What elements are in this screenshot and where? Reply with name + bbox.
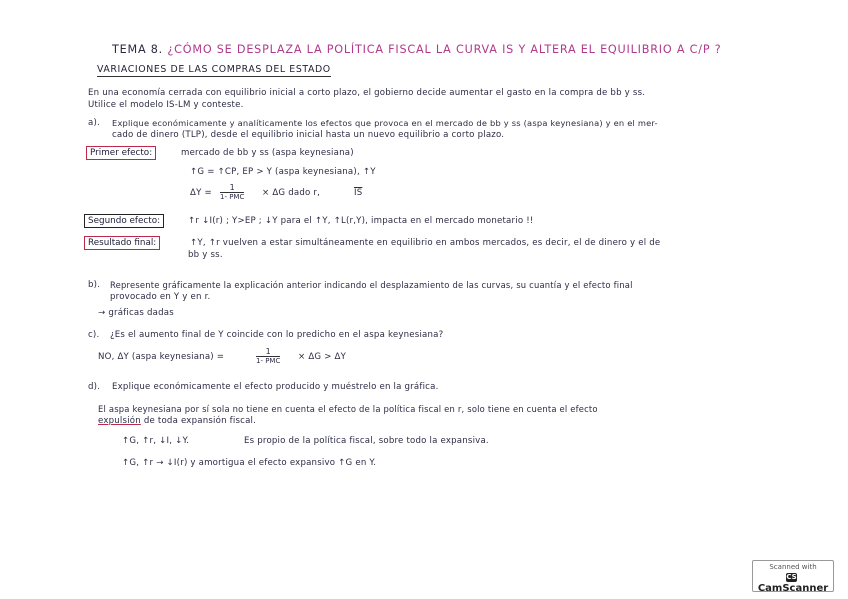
fraction-numerator: 1: [256, 347, 280, 357]
section-subtitle: VARIACIONES DE LAS COMPRAS DEL ESTADO: [97, 64, 331, 75]
title-question: ¿CÓMO SE DESPLAZA LA POLÍTICA FISCAL LA CURVA IS Y ALTERA EL EQUILIBRIO A C/P ?: [167, 43, 722, 56]
part-a-line-2: cado de dinero (TLP), desde el equilibrio inicial hasta un nuevo equilibrio a corto plazo.: [112, 130, 505, 140]
primer-efecto-fraction: [220, 183, 244, 201]
part-d-eq2: ↑G, ↑r → ↓I(r) y amortigua el efecto expansivo ↑G en Y.: [122, 458, 377, 468]
intro-line-2: Utilice el modelo IS-LM y conteste.: [88, 100, 244, 110]
part-b-line-1: Represente gráficamente la explicación anterior indicando el desplazamiento de las curvas, su cuantía y el efecto final: [110, 280, 633, 290]
page-title: [112, 43, 722, 56]
intro-line-1: En una economía cerrada con equilibrio inicial a corto plazo, el gobierno decide aumentar el gasto en la compra de bb y ss.: [88, 88, 646, 98]
part-c-question: ¿Es el aumento final de Y coincide con lo predicho en el aspa keynesiana?: [110, 330, 444, 340]
part-d-label: d).: [88, 382, 101, 392]
part-d-question: Explique económicamente el efecto producido y muéstrelo en la gráfica.: [112, 382, 439, 392]
part-d-eq1-note: Es propio de la política fiscal, sobre todo la expansiva.: [244, 436, 489, 446]
part-d-line-1: El aspa keynesiana por sí sola no tiene en cuenta el efecto de la política fiscal en r, solo tiene en cuenta el efecto: [98, 404, 598, 414]
primer-efecto-eq2-right: × ΔG dado r,: [262, 188, 321, 198]
part-b-line-2: provocado en Y y en r.: [110, 292, 211, 302]
part-b-note: → gráficas dadas: [98, 308, 174, 318]
resultado-final-label: Resultado final:: [84, 236, 160, 250]
camscanner-logo-icon: CS: [786, 572, 797, 581]
resultado-final-line-1: ↑Y, ↑r vuelven a estar simultáneamente en equilibrio en ambos mercados, es decir, el de dinero y el de: [190, 238, 661, 248]
fraction-denominator: 1- PMC: [220, 193, 245, 201]
part-d-line-2: [98, 416, 256, 426]
watermark-brand-text: CamScanner: [757, 583, 829, 594]
watermark-caption: Scanned with: [769, 563, 817, 571]
primer-efecto-eq1: ↑G = ↑CP, EP > Y (aspa keynesiana), ↑Y: [190, 167, 376, 177]
segundo-efecto-text: ↑r ↓I(r) ; Y>EP ; ↓Y para el ↑Y, ↑L(r,Y), impacta en el mercado monetario !!: [188, 216, 534, 226]
part-c-label: c).: [88, 330, 100, 340]
resultado-final-line-2: bb y ss.: [188, 250, 223, 260]
title-prefix: TEMA 8.: [112, 43, 164, 56]
fraction-numerator: 1: [220, 183, 244, 193]
part-b-label: b).: [88, 280, 101, 290]
part-a-line-1: Explique económicamente y analíticamente los efectos que provoca en el mercado de bb y ss (aspa keynesiana) y en el mer-: [112, 118, 658, 128]
fraction-denominator: 1- PMC: [256, 357, 281, 365]
part-c-fraction: [256, 347, 280, 365]
primer-efecto-eq2-left: ΔY =: [190, 188, 212, 198]
primer-efecto-text: mercado de bb y ss (aspa keynesiana): [181, 148, 354, 158]
expulsion-word: expulsión: [98, 416, 141, 426]
is-curve-label: $\overline{IS}$: [354, 188, 363, 198]
part-c-answer-right: × ΔG > ΔY: [298, 352, 347, 362]
part-d-line-2-rest: de toda expansión fiscal.: [140, 416, 257, 426]
segundo-efecto-label: Segundo efecto:: [84, 214, 164, 228]
part-d-eq1: ↑G, ↑r, ↓I, ↓Y.: [122, 436, 190, 446]
primer-efecto-label: Primer efecto:: [86, 146, 156, 160]
camscanner-watermark: [752, 560, 834, 592]
watermark-brand: [753, 572, 833, 594]
part-c-answer-left: NO, ΔY (aspa keynesiana) =: [98, 352, 225, 362]
part-a-label: a).: [88, 118, 100, 128]
